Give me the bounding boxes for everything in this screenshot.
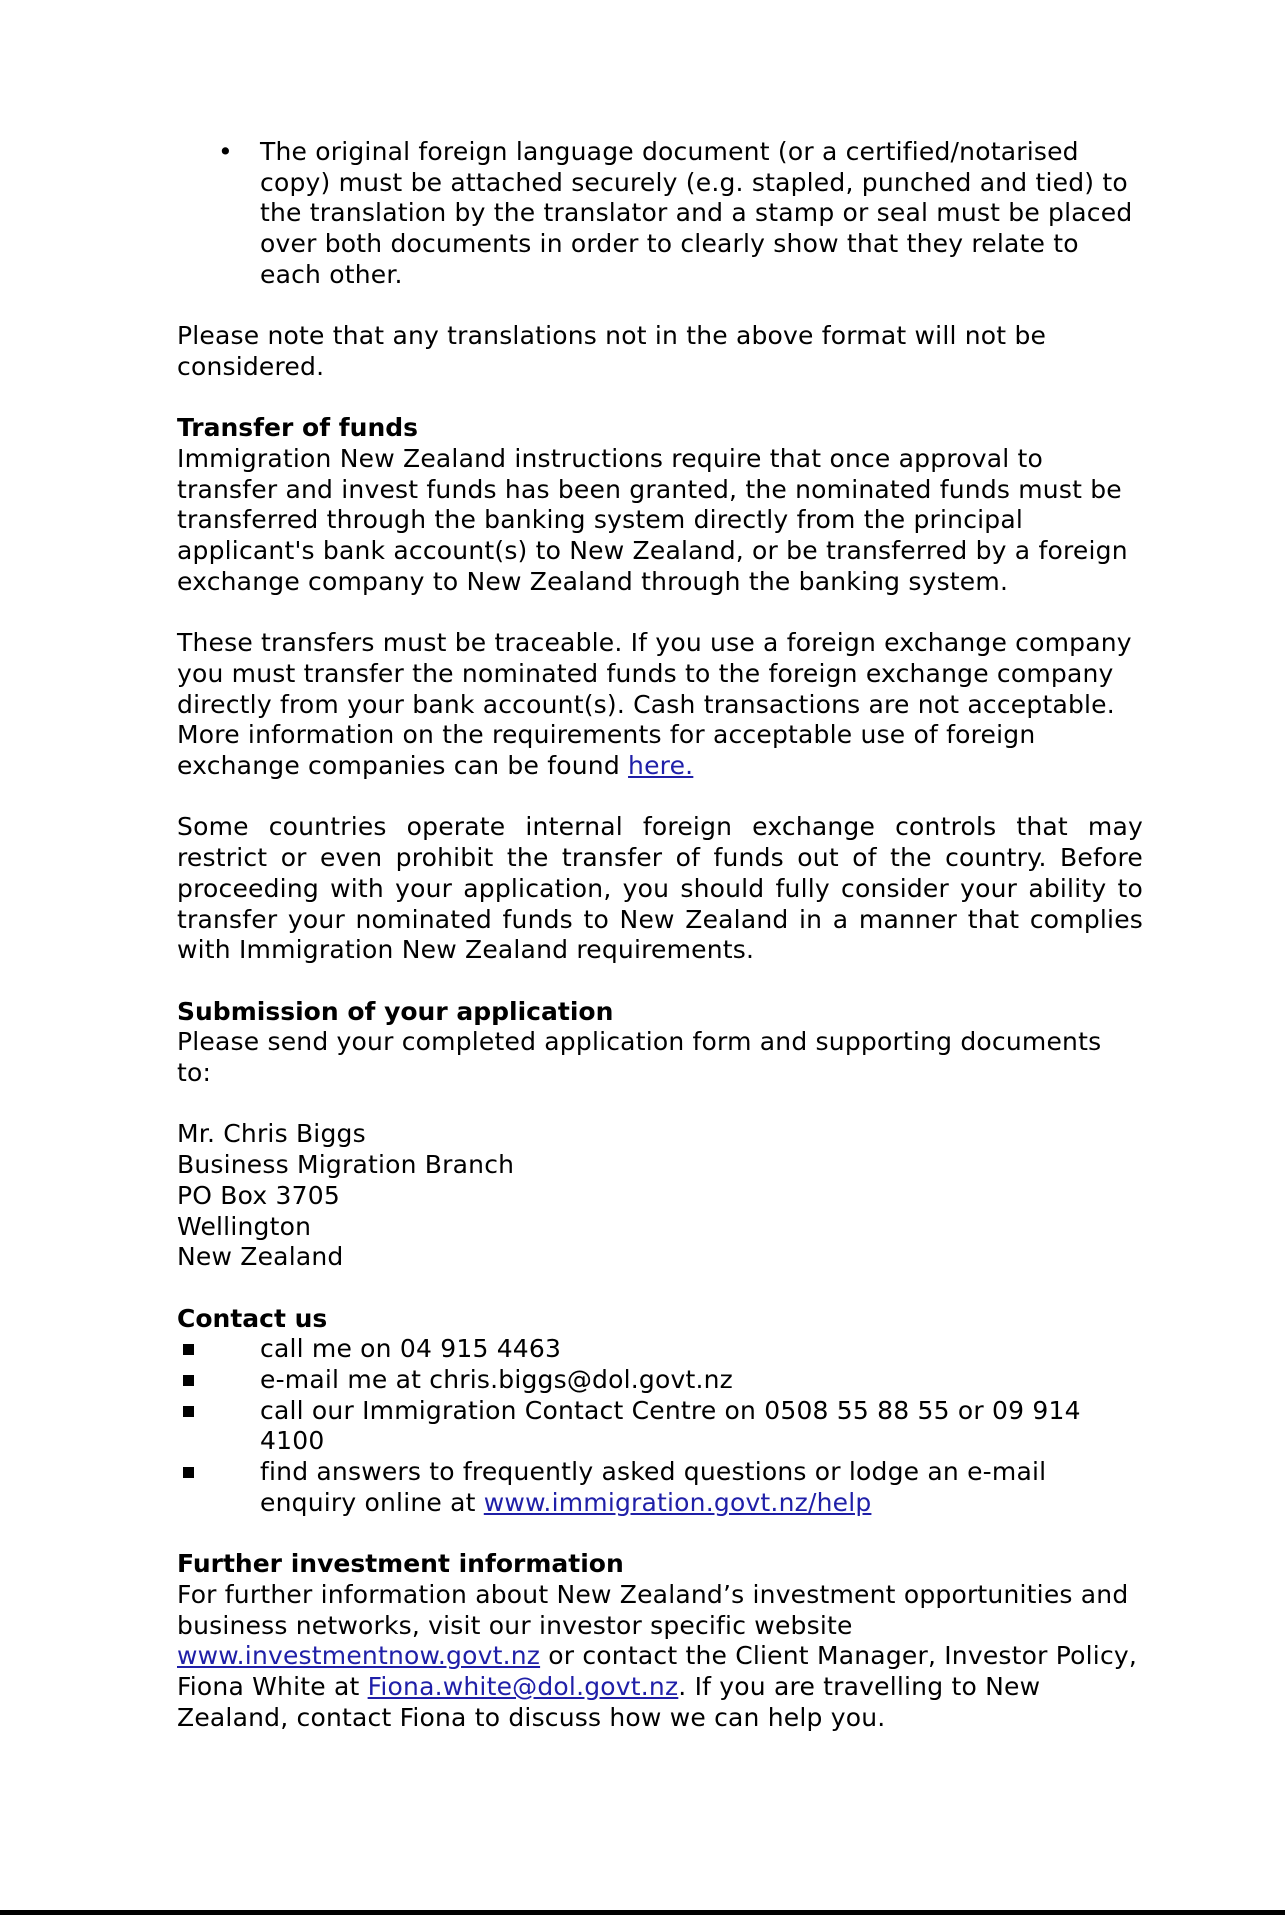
- contact-item-contact-centre-text: call our Immigration Contact Centre on 0508 55 88 55 or 09 914 4100: [260, 1395, 1081, 1456]
- fiona-email-link[interactable]: Fiona.white@dol.govt.nz: [367, 1672, 679, 1702]
- address-country: New Zealand: [177, 1242, 344, 1272]
- square-bullet-icon: [183, 1406, 194, 1417]
- address-branch: Business Migration Branch: [177, 1150, 515, 1180]
- contact-item-phone-text: call me on 04 915 4463: [260, 1334, 562, 1364]
- translation-requirement-text: The original foreign language document (or a certified/notarised copy) must be attached securely (e.g. stapled, punched and tied) to the translation by the translator and a stamp or seal must be placed over both documents in order to clearly show that they relate to each other.: [260, 137, 1133, 289]
- address-po-box: PO Box 3705: [177, 1180, 340, 1210]
- submission-heading: Submission of your application: [177, 996, 614, 1026]
- postal-address: [177, 1119, 1143, 1273]
- contact-item-online: [177, 1457, 1143, 1518]
- page-bottom-rule: [0, 1910, 1285, 1915]
- translation-note: Please note that any translations not in the above format will not be considered.: [177, 321, 1047, 381]
- bullet-dot-icon: •: [218, 137, 233, 166]
- translation-requirement-bullet: [177, 137, 1143, 291]
- square-bullet-icon: [183, 1375, 194, 1386]
- document-page: [177, 137, 1143, 1733]
- address-city: Wellington: [177, 1211, 312, 1241]
- submission-intro: Please send your completed application form and supporting documents to:: [177, 1027, 1102, 1088]
- contact-item-online-text: find answers to frequently asked questions or lodge an e-mail enquiry online at www.immigration.govt.nz/help: [260, 1457, 1047, 1517]
- square-bullet-icon: [183, 1344, 194, 1355]
- contact-item-contact-centre: [177, 1396, 1143, 1457]
- transfer-paragraph-2: [177, 628, 1143, 782]
- contact-heading: Contact us: [177, 1303, 328, 1333]
- address-name: Mr. Chris Biggs: [177, 1119, 366, 1149]
- here-link[interactable]: here.: [628, 751, 694, 781]
- contact-item-phone: [177, 1334, 1143, 1365]
- contact-item-email-text: e-mail me at chris.biggs@dol.govt.nz: [260, 1365, 733, 1395]
- square-bullet-icon: [183, 1467, 194, 1478]
- further-info-heading: Further investment information: [177, 1549, 624, 1579]
- transfer-paragraph-1: Immigration New Zealand instructions require that once approval to transfer and invest funds has been granted, the nominated funds must be transferred through the banking system directly from the principal applicant's bank account(s) to New Zealand, or be transferred by a foreign exchange company to New Zealand through the banking system.: [177, 444, 1128, 596]
- transfer-heading: Transfer of funds: [177, 413, 419, 443]
- further-info-paragraph: For further information about New Zealand’s investment opportunities and business networks, visit our investor specific website www.investmentnow.govt.nz or contact the Client Manager, Investor Policy, Fiona White at Fiona.white@dol.govt.nz. If you are travelling to New Zealand, contact Fiona to discuss how we can help you.: [177, 1579, 1138, 1732]
- transfer-paragraph-2-text: These transfers must be traceable. If you use a foreign exchange company you must transfer the nominated funds to the foreign exchange company directly from your bank account(s). Cash transactions are not acceptable. More information on the requirements for acceptable use of foreign exchange companies can be found: [177, 628, 1132, 781]
- contact-item-email: [177, 1365, 1143, 1396]
- immigration-help-link[interactable]: www.immigration.govt.nz/help: [483, 1487, 872, 1517]
- investmentnow-link[interactable]: www.investmentnow.govt.nz: [177, 1641, 541, 1671]
- transfer-paragraph-3: Some countries operate internal foreign exchange controls that may restrict or even prohibit the transfer of funds out of the country. Before proceeding with your application, you should fully consider your ability to transfer your nominated funds to New Zealand in a manner that complies with Immigration New Zealand requirements.: [177, 812, 1143, 965]
